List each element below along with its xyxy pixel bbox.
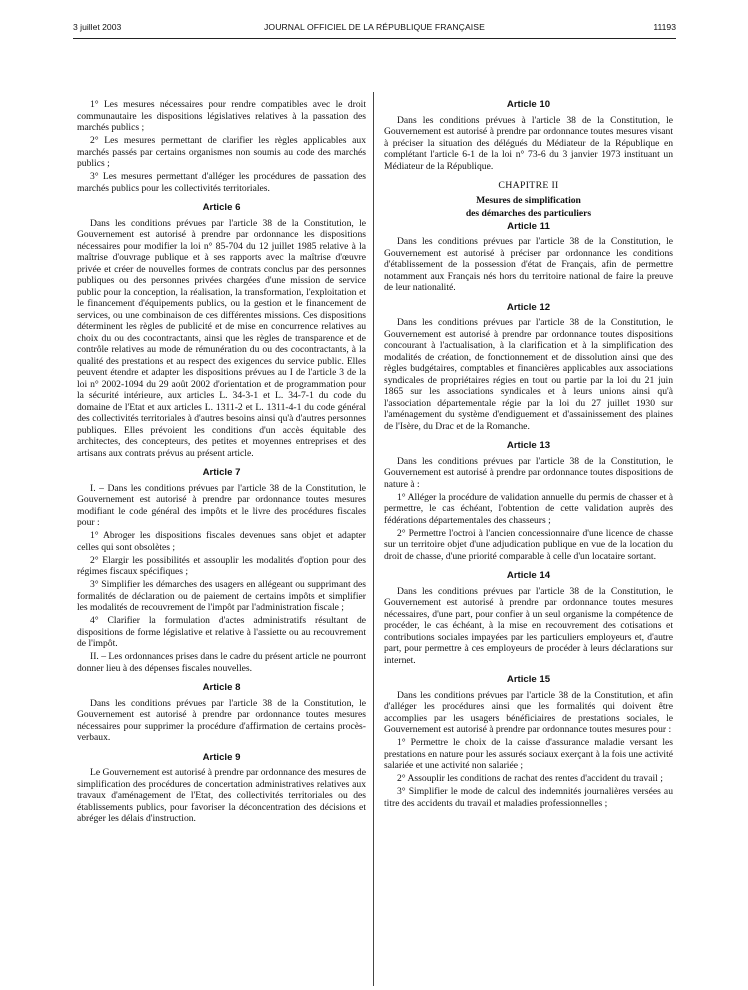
header-title: JOURNAL OFFICIEL DE LA RÉPUBLIQUE FRANÇAISE xyxy=(264,22,485,32)
paragraph: 1° Les mesures nécessaires pour rendre compatibles avec le droit communautaire les dispositions législatives relatives à la passation des marchés publics ; xyxy=(77,99,366,133)
header-date: 3 juillet 2003 xyxy=(73,22,122,32)
section-heading: des démarches des particuliers xyxy=(465,207,592,219)
article-heading: Article 10 xyxy=(506,99,551,110)
header-page-number: 11193 xyxy=(653,22,676,32)
paragraph: Dans les conditions prévues par l'article 38 de la Constitution, le Gouvernement est autorisé à prendre par ordonnance toutes mesures nécessaires, d'une part, pour confier à un seul organisme la compétence de procéder, le cas échéant, à la mise en recouvrement des cotisations et contributions sociales impayées par les particuliers employeurs et, d'autre part, pour permettre à ces employeurs de procéder à leurs déclarations sur internet. xyxy=(384,585,673,666)
paragraph: I. – Dans les conditions prévues par l'article 38 de la Constitution, le Gouvernement est autorisé à prendre par ordonnance toutes mesures modifiant le code général des impôts et le livre des procédures fiscales pour : xyxy=(77,482,366,528)
column-separator xyxy=(373,92,374,986)
left-column xyxy=(77,99,366,826)
paragraph: Dans les conditions prévues par l'article 38 de la Constitution, et afin d'alléger les procédures ainsi que les formalités qui doivent être accomplies par les usagers bénéficiaires de prestations sociales, le Gouvernement est autorisé à prendre par ordonnance toutes mesures pour : xyxy=(384,689,673,735)
article-heading: Article 8 xyxy=(202,682,241,693)
paragraph: Dans les conditions prévues par l'article 38 de la Constitution, le Gouvernement est autorisé à prendre par ordonnance toutes dispositions de nature à : xyxy=(384,455,673,490)
article-heading: Article 11 xyxy=(507,220,550,232)
paragraph: Dans les conditions prévues à l'article 38 de la Constitution, le Gouvernement est autorisé à prendre par ordonnance toutes mesures visant à préciser la situation des délégués du Médiateur de la République en complétant l'article 6-1 de la loi n° 73-6 du 3 janvier 1973 instituant un Médiateur de la République. xyxy=(384,114,673,172)
article-heading: Article 6 xyxy=(202,202,241,213)
page-header xyxy=(73,22,676,36)
paragraph: 2° Les mesures permettant de clarifier les règles applicables aux marchés passés par certains organismes non soumis au code des marchés publics ; xyxy=(77,135,366,169)
paragraph: 2° Elargir les possibilités et assouplir les modalités d'option pour des régimes fiscaux spécifiques ; xyxy=(77,554,366,577)
right-column xyxy=(384,99,673,811)
paragraph: 2° Assouplir les conditions de rachat des rentes d'accident du travail ; xyxy=(397,773,663,784)
paragraph: 1° Abroger les dispositions fiscales devenues sans objet et adapter celles qui sont obsolètes ; xyxy=(77,530,366,553)
header-rule xyxy=(73,38,676,39)
paragraph: 1° Alléger la procédure de validation annuelle du permis de chasser et à permettre, le cas échéant, l'obtention de cette validation auprès des fédérations départementales des chasseurs ; xyxy=(384,491,673,526)
paragraph: 4° Clarifier la formulation d'actes administratifs résultant de dispositions de forme législative et relative à l'assiette ou au recouvrement de l'impôt. xyxy=(77,615,366,649)
paragraph: Dans les conditions prévues par l'article 38 de la Constitution, le Gouvernement est autorisé à prendre par ordonnance les dispositions nécessaires pour modifier la loi n° 85-704 du 12 juillet 1985 relative à la maîtrise d'ouvrage publique et à ses rapports avec la maîtrise d'œuvre privée et créer de nouvelles formes de contrats conclus par des personnes publiques ou des personnes privées chargées d'une mission de service public pour la conception, la réalisation, la transformation, l'exploitation et le financement d'équipements publics, ou la gestion et le financement de services, ou une combinaison de ces différentes missions. Ces dispositions déterminent les règles de publicité et de mise en concurrence relatives au choix du ou des cocontractants, ainsi que les règles de transparence et de contrôle relatives au mode de rémunération du ou des cocontractants, à la qualité des prestations et au respect des exigences du service public. Elles peuvent étendre et adapter les dispositions prévues au I de l'article 3 de la loi n° 2002-1094 du 29 août 2002 d'orientation et de programmation pour la sécurité intérieure, aux articles L. 34-3-1 et L. 34-7-1 du code du domaine de l'Etat et aux articles L. 1311-2 et L. 1311-4-1 du code général des collectivités territoriales à d'autres besoins ainsi qu'à d'autres personnes publiques. Elles prévoient les conditions d'un accès équitable des architectes, des concepteurs, des petites et moyennes entreprises et des artisans aux contrats prévus au présent article. xyxy=(77,217,366,459)
article-heading: Article 13 xyxy=(506,440,551,451)
paragraph: 1° Permettre le choix de la caisse d'assurance maladie versant les prestations en nature pour les assurés sociaux exerçant à la fois une activité salariée et une activité non salariée ; xyxy=(384,737,673,771)
paragraph: II. – Les ordonnances prises dans le cadre du présent article ne pourront donner lieu à des dépenses fiscales nouvelles. xyxy=(77,651,366,674)
paragraph: 3° Les mesures permettant d'alléger les procédures de passation des marchés publics pour les collectivités territoriales. xyxy=(77,171,366,194)
paragraph: Le Gouvernement est autorisé à prendre par ordonnance des mesures de simplification des procédures de concertation administratives relatives aux travaux d'aménagement de l'Etat, des collectivités territoriales ou des établissements publics, pour favoriser la déconcentration des décisions et abréger les délais d'instruction. xyxy=(77,767,366,824)
article-heading: Article 7 xyxy=(202,467,241,478)
article-heading: Article 9 xyxy=(202,751,241,763)
article-heading: Article 12 xyxy=(506,301,551,313)
paragraph: 2° Permettre l'octroi à l'ancien concessionnaire d'une licence de chasse sur un territoire objet d'une adjudication publique en vue de la location du droit de chasse, d'une priorité comparable à celle d'un locataire sortant. xyxy=(384,527,673,562)
section-heading: Mesures de simplification xyxy=(476,194,581,206)
paragraph: 3° Simplifier le mode de calcul des indemnités journalières versées au titre des accidents du travail et maladies professionnelles ; xyxy=(384,786,673,809)
article-heading: Article 15 xyxy=(506,674,551,685)
article-heading: Article 14 xyxy=(506,570,551,581)
chapter-heading: CHAPITRE II xyxy=(498,180,559,191)
paragraph: Dans les conditions prévues par l'article 38 de la Constitution, le Gouvernement est autorisé à prendre par ordonnance toutes mesures nécessaires pour supprimer la procédure d'affirmation de certains procès-verbaux. xyxy=(77,697,366,743)
paragraph: Dans les conditions prévues par l'article 38 de la Constitution, le Gouvernement est autorisé à prendre par ordonnance toutes dispositions concourant à l'actualisation, à la clarification et à la simplification des modalités de création, de fonctionnement et de dissolution ainsi que des règles budgétaires, comptables et financières applicables aux associations syndicales de propriétaires régies en tout ou partie par la loi du 21 juin 1865 sur les associations syndicales et à leurs unions ainsi qu'à l'association départementale régie par la loi du 27 juillet 1930 sur l'aménagement du système d'endiguement et d'assainissement des plaines de l'Isère, du Drac et de la Romanche. xyxy=(384,317,673,432)
paragraph: Dans les conditions prévues par l'article 38 de la Constitution, le Gouvernement est autorisé à préciser par ordonnance les conditions d'établissement de la possession d'état de Français, afin de permettre notamment aux Français nés hors du territoire national de faire la preuve de leur nationalité. xyxy=(384,236,673,293)
paragraph: 3° Simplifier les démarches des usagers en allégeant ou supprimant des formalités de déclaration ou de paiement de certains impôts et simplifier les modalités de recouvrement de l'impôt par l'administration fiscale ; xyxy=(77,579,366,613)
